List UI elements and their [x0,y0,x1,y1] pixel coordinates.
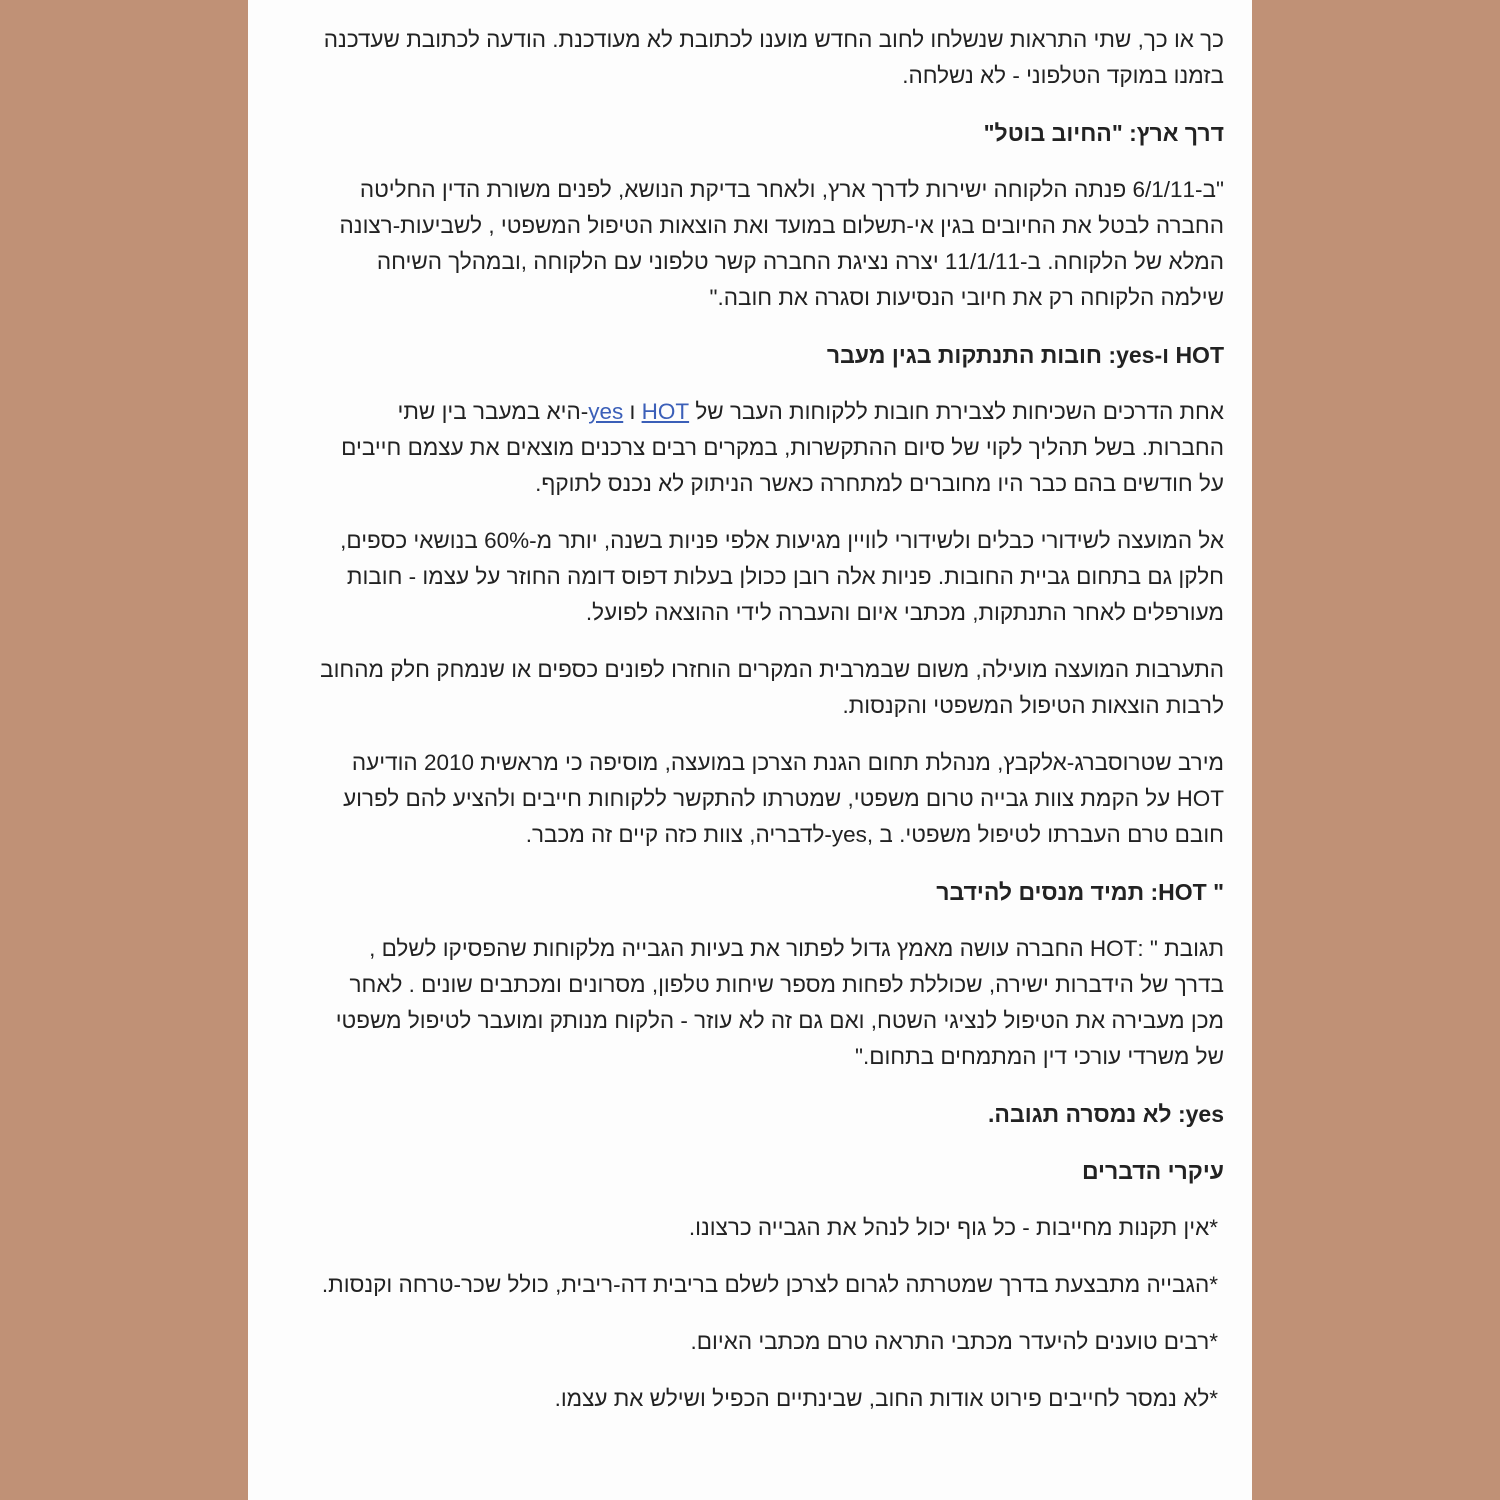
hot-link[interactable]: HOT [641,399,690,424]
paragraph-council-complaints: אל המועצה לשידורי כבלים ולשידורי לוויין מגיעות אלפי פניות בשנה, יותר מ-60% בנושאי כספים, חלקן גם בתחום גביית החובות. פניות אלה רובן ככולן בעלות דפוס דומה החוזר על עצמו - חובות מעורפלים לאחר התנתקות, מכתבי איום והעברה לידי ההוצאה לפועל. [340,528,1224,625]
paragraph-text-after: -היא במעבר בין שתי החברות. בשל תהליך לקוי של סיום ההתקשרות, במקרים רבים צרכנים מוצאים את עצמם חייבים על חודשים בהם כבר היו מחוברים למתחרה כאשר הניתוק לא נכנס לתוקף. [341,399,1224,496]
paragraph-address: כך או כך, שתי התראות שנשלחו לחוב החדש מוענו לכתובת לא מעודכנת. הודעה לכתובת שעדכנה בזמנו במוקד הטלפוני - לא נשלחה. [323,27,1224,88]
paragraph-hot-response: תגובת " :HOT החברה עושה מאמץ גדול לפתור את בעיות הגבייה מלקוחות שהפסיקו לשלם , בדרך של הידברות ישירה, שכוללת לפחות מספר שיחות טלפון, מסרונים ומכתבים שונים . לאחר מכן מעבירה את הטיפול לנציגי השטח, ואם גם זה לא עוזר - הלקוח מנותק ומועבר לטיפול משפטי של משרדי עורכי דין המתמחים בתחום." [335,936,1224,1069]
key-point-item: *אין תקנות מחייבות - כל גוף יכול לנהל את הגבייה כרצונו. [688,1215,1218,1240]
heading-yes-response: yes: לא נמסרה תגובה. [988,1101,1224,1127]
heading-derech-eretz: דרך ארץ: "החיוב בוטל" [983,120,1224,146]
key-point-item: *רבים טוענים להיעדר מכתבי התראה טרם מכתבי האיום. [690,1329,1218,1354]
yes-link[interactable]: yes [588,399,624,424]
paragraph-text-before: אחת הדרכים השכיחות לצבירת חובות ללקוחות העבר של [689,399,1224,424]
heading-key-points: עיקרי הדברים [1081,1158,1224,1184]
paragraph-switching-debts [320,394,1224,502]
key-point-item: *לא נמסר לחייבים פירוט אודות החוב, שבינתיים הכפיל ושילש את עצמו. [554,1386,1218,1411]
article-body [320,22,1224,1438]
document-page [248,0,1252,1500]
heading-hot-response: " HOT: תמיד מנסים להידבר [936,879,1224,905]
paragraph-council-intervention: התערבות המועצה מועילה, משום שבמרבית המקרים הוחזרו לפונים כספים או שנמחק חלק מהחוב לרבות הוצאות הטיפול המשפטי והקנסות. [320,657,1224,718]
paragraph-derech-eretz-response: "ב-6/1/11 פנתה הלקוחה ישירות לדרך ארץ, ולאחר בדיקת הנושא, לפנים משורת הדין החליטה החברה לבטל את החיובים בגין אי-תשלום במועד ואת הוצאות הטיפול המשפטי , לשביעות-רצונה המלא של הלקוחה. ב-11/1/11 יצרה נציגת החברה קשר טלפוני עם הלקוחה ,ובמהלך השיחה שילמה הלקוחה רק את חיובי הנסיעות וסגרה את חובה." [339,177,1224,310]
paragraph-pre-legal-team: מירב שטרוסברג-אלקבץ, מנהלת תחום הגנת הצרכן במועצה, מוסיפה כי מראשית 2010 הודיעה HOT על הקמת צוות גבייה טרום משפטי, שמטרתו להתקשר ללקוחות חייבים ולהציע להם לפרוע חובם טרם העברתו לטיפול משפטי. ב ,yes-לדבריה, צוות כזה קיים זה מכבר. [343,750,1224,847]
heading-hot-yes: HOT ו-yes: חובות התנתקות בגין מעבר [826,342,1224,368]
key-point-item: *הגבייה מתבצעת בדרך שמטרתה לגרום לצרכן לשלם בריבית דה-ריבית, כולל שכר-טרחה וקנסות. [321,1272,1218,1297]
paragraph-text-and: ו [623,399,642,424]
